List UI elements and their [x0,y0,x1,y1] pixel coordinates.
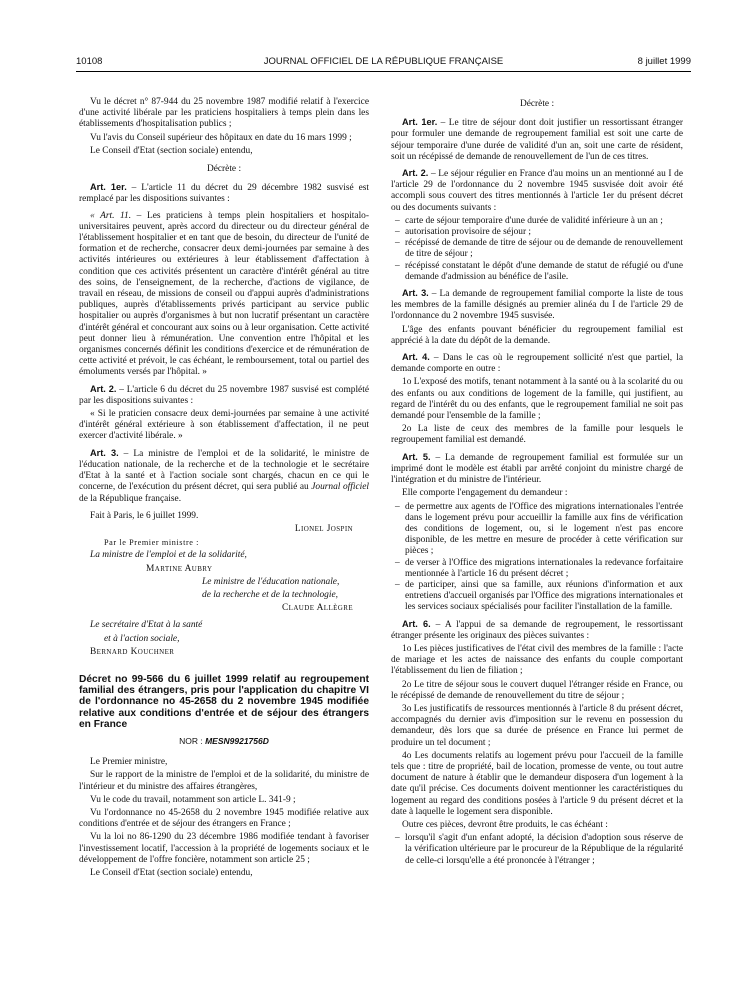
list-item: – de participer, ainsi que sa famille, aux réunions d'information et aux entretiens d'accueil organisés par l'Office des migrations internationales et les services sociaux spécialisés pour faciliter l'installation de la famille. [391,580,683,614]
visa-paragraph: Vu l'avis du Conseil supérieur des hôpitaux en date du 16 mars 1999 ; [90,132,352,143]
paragraph: 1o Les pièces justificatives de l'état civil des membres de la famille : l'acte de mariage et les actes de naissance des enfants du couple comportant l'établissement du lien de filiation ; [391,643,683,677]
journal-title: JOURNAL OFFICIEL DE LA RÉPUBLIQUE FRANÇAISE [263,56,504,67]
article-label: Art. 2. [402,168,429,179]
decrete-heading: Décrète : [206,164,242,175]
nor-reference: NOR : MESN9921756D [179,735,269,746]
list-item: – de permettre aux agents de l'Office des migrations internationales l'entrée dans le logement prévu pour accueillir la famille aux fins de vérification des conditions de logement, ou, si le logement n'est pas encore disponible, de les mettre en mesure de procéder à cette vérification sur pièces ; [391,502,683,558]
visa-paragraph: Vu l'ordonnance no 45-2658 du 2 novembre 1945 modifiée relative aux conditions d'entrée et de séjour des étrangers en France ; [79,807,369,830]
signatory-name: Claude Allègre [282,603,353,614]
article-1: Art. 1er. – L'article 11 du décret du 29 décembre 1982 susvisé est remplacé par les dispositions suivantes : [79,182,369,205]
visa-paragraph: Vu la loi no 86-1290 du 23 décembre 1986 modifiée tendant à favoriser l'investissement locatif, l'accession à la propriété de logements sociaux et le développement de l'offre foncière, notamment son article 25 ; [79,832,369,865]
premier-ministre: Le Premier ministre, [90,757,168,768]
page-number: 10108 [76,56,103,67]
article-1-quote: « Art. 11. – Les praticiens à temps plein hospitaliers et hospitalo-universitaires peuvent, après accord du directeur ou du directeur général de l'établissement hospitalier et en tant que de besoin, du directeur de l'unité de formation et de recherche, consacrer deux demi-journées par semaine à des activités intérieures ou extérieures à leur établissement d'affectation à condition que ces activités présentent un caractère d'intérêt général au titre des soins, de l'enseignement, de la recherche, d'actions de vigilance, de travail en réseau, de missions de conseil ou d'appui auprès d'administrations publiques, auprès d'établissements privés participant au service public hospitalier ou auprès d'organismes à but non lucratif présentant un caractère d'intérêt général et concourant aux soins ou à leur organisation. Cette activité peut donner lieu à rémunération. Une convention entre l'hôpital et les organismes concernés définit les conditions d'exercice et de rémunération de cette activité et prévoit, le cas échéant, le remboursement, total ou partiel des émoluments versés par l'hôpital. » [79,210,369,378]
article-2: Art. 2. – L'article 6 du décret du 25 novembre 1987 susvisé est complété par les dispositions suivantes : [79,383,369,406]
list-item: – récépissé constatant le dépôt d'une demande de statut de réfugié ou d'une demande d'admission au bénéfice de l'asile. [391,261,683,283]
article-3: Art. 3. – La demande de regroupement familial comporte la liste de tous les membres de la famille désignés au premier alinéa du I de l'article 29 de l'ordonnance du 2 novembre 1945 susvisée. [391,288,683,322]
minister-title: La ministre de l'emploi et de la solidarité, [90,550,247,561]
article-label: Art. 1er. [90,182,127,193]
visa-paragraph: Vu le décret n° 87-944 du 25 novembre 1987 modifié relatif à l'exercice d'une activité libérale par les praticiens hospitaliers à temps plein dans les établissements d'hospitalisation publics ; [79,97,369,130]
paragraph: 2o Le titre de séjour sous le couvert duquel l'étranger réside en France, ou le récépissé de demande de renouvellement du titre de séjour ; [391,679,683,701]
signatory-name: Lionel Jospin [294,523,353,534]
minister-title: Le ministre de l'éducation nationale, [202,576,340,587]
article-label: Art. 4. [402,352,430,363]
article-2-list [391,216,683,283]
visa-paragraph: Sur le rapport de la ministre de l'emploi et de la solidarité, du ministre de l'intérieur et du ministre des affaires étrangères, [79,770,369,792]
article-5-list [391,502,683,614]
signatory-intro: Par le Premier ministre : [104,538,200,548]
article-2: Art. 2. – Le séjour régulier en France d'au moins un an mentionné au I de l'article 29 de l'ordonnance du 2 novembre 1945 susvisée doit avoir été accompli sous couvert des titres mentionnés à l'article 1er du présent décret ou des documents suivants : [391,168,683,213]
minister-title: Le secrétaire d'Etat à la santé [90,620,203,631]
signatory-name: Bernard Kouchner [90,646,175,657]
article-6: Art. 6. – A l'appui de sa demande de regroupement, le ressortissant étranger présente les originaux des pièces suivantes : [391,618,683,641]
article-label: Art. 2. [90,383,117,394]
paragraph: 3o Les justificatifs de ressources mentionnés à l'article 8 du présent décret, accompagnés du dernier avis d'imposition sur le revenu en possession du demandeur, dès lors que sa durée de présence en France lui permet de produire un tel document ; [391,703,683,748]
list-item: – autorisation provisoire de séjour ; [391,227,683,238]
article-label: Art. 1er. [402,117,438,128]
visa-paragraph: Vu le code du travail, notamment son article L. 341-9 ; [90,794,296,805]
article-label: Art. 3. [402,288,429,299]
signatory-name: Martine Aubry [146,563,213,574]
issue-date: 8 juillet 1999 [637,56,691,67]
article-3: Art. 3. – La ministre de l'emploi et de la solidarité, le ministre de l'éducation nationale, de la recherche et de la technologie et le secrétaire d'Etat à la santé et à l'action sociale sont chargés, chacun en ce qui le concerne, de l'exécution du présent décret, qui sera publié au Journal officiel de la République française. [79,447,369,504]
list-item: – récépissé de demande de titre de séjour ou de demande de renouvellement de titre de séjour ; [391,238,683,260]
article-5: Art. 5. – La demande de regroupement familial est formulée sur un imprimé dont le modèle est établi par arrêté conjoint du ministre chargé de l'intégration et du ministre de l'intérieur. [391,451,683,486]
left-column [79,97,369,881]
paragraph: 4o Les documents relatifs au logement prévu pour l'accueil de la famille tels que : titre de propriété, bail de location, promesse de vente, ou tout autre document de nature à établir que le demandeur disposera d'un logement à la date qu'il précise. Ces documents doivent mentionner les caractéristiques du logement au regard des conditions posées à l'article 9 du présent décret et la date à laquelle le logement sera disponible. [391,750,683,817]
article-label: Art. 5. [402,451,431,462]
list-item: – lorsqu'il s'agit d'un enfant adopté, la décision d'adoption sous réserve de la vérification ultérieure par le procureur de la République de la régularité de celle-ci lorsqu'elle a été prononcée à l'étranger ; [391,833,683,867]
fait-a-paris: Fait à Paris, le 6 juillet 1999. [90,510,199,521]
article-label: « Art. 11. [90,210,132,221]
page-header [76,56,691,70]
right-column [391,97,683,869]
article-2-quote: « Si le praticien consacre deux demi-journées par semaine à une activité d'intérêt général extérieure à son établissement d'affectation, il ne peut exercer d'activité libérale. » [79,409,369,442]
list-item: – de verser à l'Office des migrations internationales la redevance forfaitaire mentionnée à l'article 16 du présent décret ; [391,558,683,580]
article-label: Art. 3. [90,447,119,458]
decrete-heading: Décrète : [519,99,555,109]
article-6-list [391,833,683,867]
header-rule [76,71,691,72]
minister-title: et à l'action sociale, [104,633,180,644]
decree-title: Décret no 99-566 du 6 juillet 1999 relatif au regroupement familial des étrangers, pris pour l'application du chapitre VI de l'ordonnance no 45-2658 du 2 novembre 1945 modifiée relative aux conditions d'entrée et de séjour des étrangers en France [79,673,369,730]
visa-paragraph: Le Conseil d'Etat (section sociale) entendu, [90,145,253,156]
paragraph: Elle comporte l'engagement du demandeur : [402,488,568,499]
list-item: – carte de séjour temporaire d'une durée de validité inférieure à un an ; [391,216,683,227]
paragraph: 2o La liste de ceux des membres de la famille pour lesquels le regroupement familial est demandé. [391,424,683,446]
paragraph: 1o L'exposé des motifs, tenant notamment à la santé ou à la scolarité du ou des enfants ou aux conditions de logement de la famille, qui justifient, au regard de l'intérêt du ou des enfants, que le regroupement familial ne soit pas demandé pour l'ensemble de la famille ; [391,377,683,422]
paragraph: Outre ces pièces, devront être produits, le cas échéant : [402,819,608,830]
article-4: Art. 4. – Dans le cas où le regroupement sollicité n'est que partiel, la demande comporte en outre : [391,352,683,375]
minister-title: de la recherche et de la technologie, [202,589,338,600]
article-label: Art. 6. [402,618,431,629]
visa-paragraph: Le Conseil d'Etat (section sociale) entendu, [90,867,253,878]
article-1: Art. 1er. – Le titre de séjour dont doit justifier un ressortissant étranger pour formuler une demande de regroupement familial est soit une carte de séjour temporaire d'une durée de validité d'un an, soit une carte de résident, soit un récépissé de demande de renouvellement de l'un de ces titres. [391,117,683,162]
paragraph: L'âge des enfants pouvant bénéficier du regroupement familial est apprécié à la date du dépôt de la demande. [391,324,683,346]
